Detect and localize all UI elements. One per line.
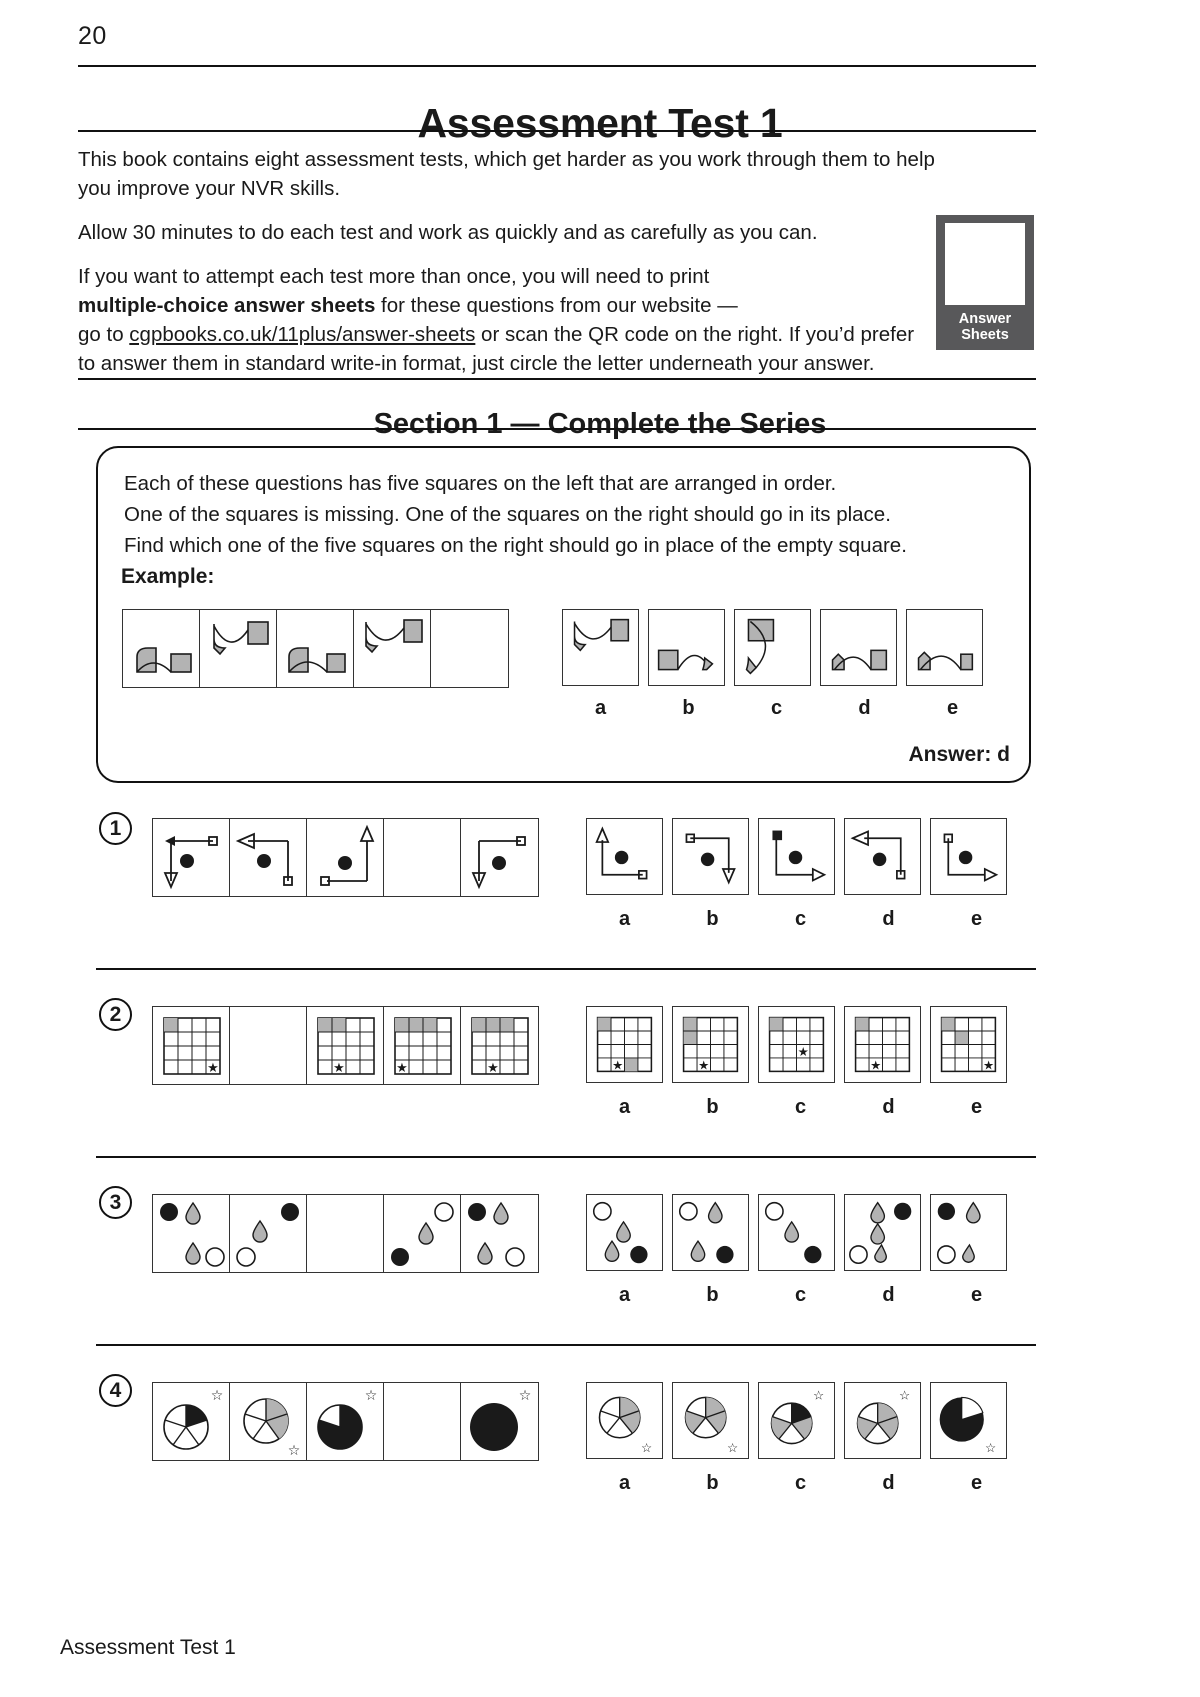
question-2-option-c[interactable] [758,1006,835,1083]
option-label-d: d [882,1096,895,1118]
example-series-strip [122,609,509,688]
question-2-option-labels [585,1096,1016,1119]
question-4-option-c[interactable] [758,1382,835,1459]
option-label-a: a [594,697,607,719]
svg-text:☆: ☆ [518,1387,532,1403]
question-1-options [586,818,1007,895]
option-label-e: e [970,908,983,930]
question-3-option-e[interactable] [930,1194,1007,1271]
question-4-option-e[interactable] [930,1382,1007,1459]
question-2-option-b[interactable] [672,1006,749,1083]
svg-text:☆: ☆ [984,1441,997,1456]
question-3-option-c[interactable] [758,1194,835,1271]
divider-after-question-1 [96,968,1036,970]
question-4-options [586,1382,1007,1459]
section-heading: Section 1 — Complete the Series [373,408,827,441]
question-1-option-labels [585,908,1016,931]
question-number-2: 2 [99,998,132,1031]
series-cell [153,1383,230,1460]
question-4-series [152,1382,539,1461]
option-label-d: d [882,1284,895,1306]
question-3-option-d[interactable] [844,1194,921,1271]
option-label-b: b [706,1284,719,1306]
series-cell [307,819,384,896]
series-cell-missing [230,1007,307,1084]
svg-text:★: ★ [983,1058,995,1073]
series-cell [277,610,354,687]
option-label-d: d [882,1472,895,1494]
series-cell [230,1195,307,1272]
series-cell-missing [384,1383,461,1460]
option-label-b: b [682,697,695,719]
intro-paragraph-2: Allow 30 minutes to do each test and work as quickly and as carefully as you can. [78,221,818,244]
option-label-e: e [970,1096,983,1118]
series-cell [461,819,538,896]
intro-line-1: If you want to attempt each test more than once, you will need to print [78,265,710,288]
svg-text:★: ★ [396,1060,408,1075]
question-2-option-e[interactable] [930,1006,1007,1083]
svg-text:☆: ☆ [812,1388,825,1403]
answer-sheets-link[interactable]: cgpbooks.co.uk/11plus/answer-sheets [129,323,476,346]
option-label-a: a [618,1284,631,1306]
example-option-b[interactable] [648,609,725,686]
question-number-3: 3 [99,1186,132,1219]
svg-text:★: ★ [870,1058,882,1073]
option-label-c: c [794,1096,807,1118]
option-label-b: b [706,908,719,930]
question-4-option-b[interactable] [672,1382,749,1459]
svg-text:★: ★ [612,1058,624,1073]
example-option-d[interactable] [820,609,897,686]
option-label-e: e [970,1472,983,1494]
answer-sheets-qr-box[interactable] [936,215,1034,350]
series-cell [384,1195,461,1272]
intro-goto: go to [78,323,130,346]
svg-text:☆: ☆ [287,1442,301,1458]
divider-after-question-2 [96,1156,1036,1158]
intro-paragraph-1: This book contains eight assessment tests, which get harder as you work through them to help you improve your NVR skills. [78,148,935,200]
option-label-b: b [706,1472,719,1494]
example-options [562,609,983,686]
series-cell [307,1007,384,1084]
example-answer: Answer: d [908,743,1010,766]
question-2-series [152,1006,539,1085]
series-cell [461,1383,538,1460]
series-cell [200,610,277,687]
option-label-d: d [858,697,871,719]
question-1-option-d[interactable] [844,818,921,895]
question-4-option-labels [585,1472,1016,1495]
series-cell [153,819,230,896]
example-instruction-line-2: One of the squares is missing. One of the squares on the right should go in its place. [124,503,891,526]
divider-top [78,65,1036,67]
option-label-e: e [970,1284,983,1306]
svg-text:☆: ☆ [726,1441,739,1456]
option-label-a: a [618,1472,631,1494]
series-cell-missing [307,1195,384,1272]
intro-text [78,145,968,393]
example-option-a[interactable] [562,609,639,686]
qr-label-line2: Sheets [961,327,1009,343]
series-cell [354,610,431,687]
svg-text:☆: ☆ [210,1387,224,1403]
option-label-a: a [618,908,631,930]
intro-line-3-post: or scan the QR code on the right. If you’d prefer [475,323,915,346]
example-option-labels [561,697,992,720]
series-cell-missing [431,610,508,687]
question-4-option-d[interactable] [844,1382,921,1459]
example-option-e[interactable] [906,609,983,686]
page-number: 20 [78,22,107,50]
question-3-option-a[interactable] [586,1194,663,1271]
option-label-c: c [770,697,783,719]
divider-below-section [78,428,1036,430]
example-option-c[interactable] [734,609,811,686]
example-instructions [124,468,1024,561]
question-3-options [586,1194,1007,1271]
svg-text:☆: ☆ [364,1387,378,1403]
question-1-option-c[interactable] [758,818,835,895]
question-2-option-a[interactable] [586,1006,663,1083]
page-title: Assessment Test 1 [417,100,783,147]
qr-code-icon [945,223,1025,305]
series-cell [230,819,307,896]
question-3-series [152,1194,539,1273]
option-label-d: d [882,908,895,930]
question-number-4: 4 [99,1374,132,1407]
option-label-c: c [794,1472,807,1494]
intro-line-4: to answer them in standard write-in format, just circle the letter underneath your answer. [78,352,875,375]
divider-above-section [78,378,1036,380]
series-cell [230,1383,307,1460]
page-footer: Assessment Test 1 [60,1636,236,1659]
intro-paragraph-3 [78,262,968,378]
question-3-option-b[interactable] [672,1194,749,1271]
series-cell [307,1383,384,1460]
series-cell [153,1195,230,1272]
intro-after-bold: for these questions from our website — [375,294,738,317]
intro-bold-phrase: multiple-choice answer sheets [78,294,376,317]
svg-text:★: ★ [333,1060,345,1075]
svg-text:★: ★ [698,1058,710,1073]
qr-box-label [959,311,1011,343]
question-1-option-a[interactable] [586,818,663,895]
example-instruction-line-3: Find which one of the five squares on the right should go in place of the empty square. [124,534,907,557]
series-cell [461,1195,538,1272]
option-label-b: b [706,1096,719,1118]
series-cell [384,1007,461,1084]
option-label-e: e [946,697,959,719]
example-label: Example: [121,565,215,588]
svg-text:☆: ☆ [640,1441,653,1456]
series-cell [123,610,200,687]
series-cell-missing [384,819,461,896]
example-instruction-line-1: Each of these questions has five squares on the left that are arranged in order. [124,472,837,495]
question-number-1: 1 [99,812,132,845]
svg-text:★: ★ [487,1060,499,1075]
svg-text:☆: ☆ [898,1388,911,1403]
question-1-option-b[interactable] [672,818,749,895]
svg-text:★: ★ [797,1045,809,1060]
series-cell [461,1007,538,1084]
qr-label-line1: Answer [958,311,1012,327]
question-2-option-d[interactable] [844,1006,921,1083]
option-label-a: a [618,1096,631,1118]
divider-under-title [78,130,1036,132]
series-cell [153,1007,230,1084]
question-3-option-labels [585,1284,1016,1307]
option-label-c: c [794,1284,807,1306]
option-label-c: c [794,908,807,930]
question-4-option-a[interactable] [586,1382,663,1459]
divider-after-question-3 [96,1344,1036,1346]
question-1-option-e[interactable] [930,818,1007,895]
question-1-series [152,818,539,897]
question-2-options [586,1006,1007,1083]
svg-text:★: ★ [207,1060,219,1075]
